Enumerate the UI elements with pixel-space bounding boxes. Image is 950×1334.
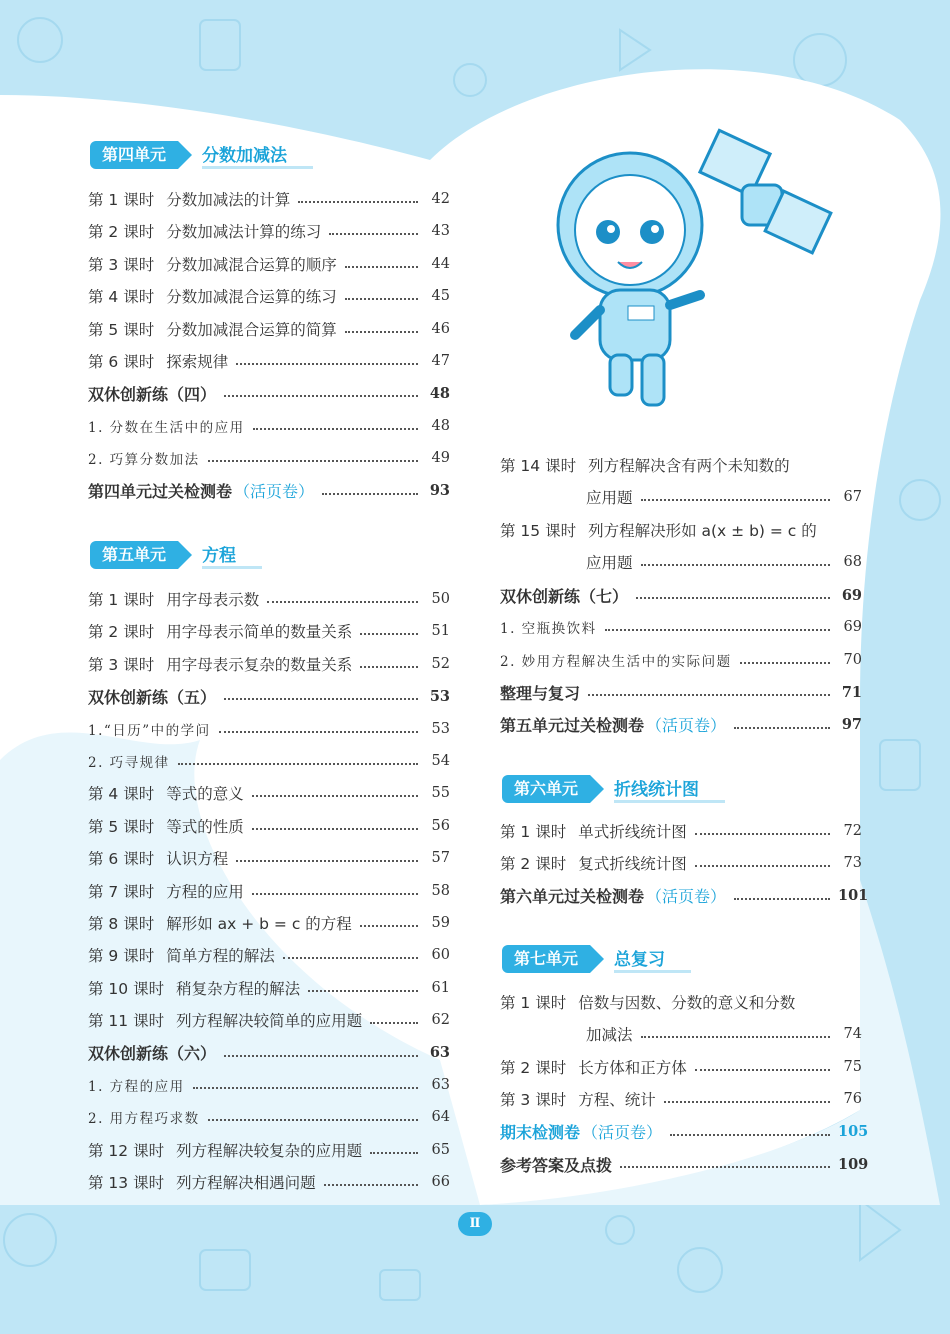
- leader-dots: [695, 1069, 830, 1071]
- toc-entry[interactable]: [88, 186, 450, 212]
- entry-code: 双休创新练（六）: [88, 1044, 217, 1064]
- leader-dots: [370, 1022, 418, 1024]
- entry-title: 用字母表示复杂的数量关系: [166, 655, 353, 674]
- entry-code: 1. 空瓶换饮料: [500, 621, 597, 638]
- leader-dots: [636, 597, 830, 599]
- entry-title: 分数加减混合运算的简算: [166, 320, 337, 339]
- entry-code: 第 1 课时: [500, 994, 567, 1012]
- unit4-header: [90, 140, 313, 170]
- leader-dots: [324, 1184, 418, 1186]
- leader-dots: [360, 925, 418, 927]
- entry-title: （活页卷）: [646, 887, 727, 907]
- leader-dots: [208, 460, 418, 462]
- toc-entry[interactable]: [88, 813, 450, 839]
- entry-code: 1. 分数在生活中的应用: [88, 419, 245, 436]
- leader-dots: [734, 898, 830, 900]
- unit4-label: 第四单元: [90, 141, 178, 169]
- entry-code: 第六单元过关检测卷: [500, 887, 645, 907]
- leader-dots: [641, 564, 830, 566]
- toc-entry-continuation[interactable]: [586, 484, 862, 510]
- toc-entry[interactable]: [88, 1040, 450, 1066]
- entry-title: 等式的性质: [166, 817, 244, 836]
- leader-dots: [267, 601, 418, 603]
- leader-dots: [345, 298, 418, 300]
- leader-dots: [620, 1166, 830, 1168]
- unit7-label: 第七单元: [502, 945, 590, 973]
- leader-dots: [178, 763, 418, 765]
- toc-entry[interactable]: [88, 348, 450, 374]
- toc-entry[interactable]: [88, 1169, 450, 1195]
- entry-page: 75: [843, 1059, 862, 1075]
- entry-code: 第 2 课时: [500, 855, 567, 874]
- toc-entry[interactable]: [500, 1054, 862, 1080]
- toc-entry-continuation[interactable]: [586, 1021, 862, 1047]
- entry-page: 61: [431, 979, 450, 996]
- toc-entry[interactable]: [500, 517, 862, 543]
- entry-page: 54: [431, 753, 450, 769]
- leader-dots: [641, 1036, 830, 1038]
- entry-page: 57: [431, 850, 450, 867]
- toc-entry[interactable]: [500, 452, 862, 478]
- toc-entry[interactable]: [88, 478, 450, 504]
- entry-title: 列方程解决较复杂的应用题: [176, 1141, 363, 1160]
- entry-page: 56: [431, 817, 450, 834]
- entry-page: 51: [431, 623, 450, 640]
- leader-dots: [345, 331, 418, 333]
- entry-code: 第 5 课时: [88, 817, 155, 836]
- entry-page: 45: [431, 288, 450, 305]
- entry-code: 第 4 课时: [88, 288, 155, 307]
- unit6-name: 折线统计图: [614, 775, 725, 803]
- toc-entry[interactable]: [88, 1104, 450, 1130]
- entry-code: 第 2 课时: [88, 623, 155, 642]
- toc-entry[interactable]: [88, 316, 450, 342]
- entry-code: 第 3 课时: [500, 1091, 567, 1110]
- toc-entry[interactable]: [88, 780, 450, 806]
- entry-title: 简单方程的解法: [166, 947, 275, 966]
- leader-dots: [370, 1152, 418, 1154]
- entry-page: 65: [431, 1141, 450, 1158]
- leader-dots: [740, 662, 830, 664]
- leader-dots: [298, 201, 418, 203]
- entry-code: 双休创新练（七）: [500, 586, 629, 606]
- unit7-header: [502, 944, 691, 974]
- toc-entry[interactable]: [500, 582, 862, 608]
- entry-title: （活页卷）: [646, 716, 727, 736]
- leader-dots: [670, 1134, 830, 1136]
- toc-entry[interactable]: [88, 586, 450, 612]
- entry-title: 用字母表示数: [166, 591, 260, 609]
- leader-dots: [224, 395, 418, 397]
- entry-page: 55: [431, 785, 450, 802]
- leader-dots: [605, 629, 830, 631]
- entry-page: 63: [429, 1044, 450, 1062]
- entry-title: 倍数与因数、分数的意义和分数: [578, 994, 796, 1012]
- toc-entry[interactable]: [88, 651, 450, 677]
- entry-title: 分数加减法的计算: [166, 191, 291, 209]
- entry-page: 63: [431, 1077, 450, 1093]
- entry-code: 第 1 课时: [88, 591, 155, 609]
- toc-entry[interactable]: [88, 283, 450, 309]
- entry-code: 整理与复习: [500, 683, 581, 703]
- entry-page: 43: [431, 223, 450, 240]
- entry-code: 双休创新练（五）: [88, 687, 217, 707]
- leader-dots: [219, 731, 418, 733]
- entry-code: 第 9 课时: [88, 947, 155, 966]
- entry-title: 单式折线统计图: [578, 823, 687, 841]
- entry-code: 第 15 课时: [500, 522, 577, 540]
- toc-entry[interactable]: [500, 850, 862, 876]
- leader-dots: [208, 1119, 418, 1121]
- entry-page: 67: [843, 489, 862, 505]
- entry-code: 第四单元过关检测卷: [88, 482, 233, 502]
- entry-code: 第 5 课时: [88, 320, 155, 339]
- entry-code: 第 11 课时: [88, 1012, 165, 1031]
- toc-entry[interactable]: [88, 380, 450, 406]
- leader-dots: [236, 363, 418, 365]
- toc-entry[interactable]: [500, 679, 862, 705]
- entry-title: 列方程解决相遇问题: [176, 1174, 316, 1193]
- entry-title: （活页卷）: [582, 1123, 663, 1143]
- toc-entry[interactable]: [500, 989, 862, 1015]
- unit7-name: 总复习: [614, 945, 691, 973]
- entry-title: 分数加减混合运算的顺序: [166, 255, 337, 274]
- entry-code: 第五单元过关检测卷: [500, 716, 645, 736]
- entry-page: 101: [838, 887, 869, 905]
- entry-code: 第 1 课时: [88, 191, 155, 209]
- toc-entry[interactable]: [88, 1007, 450, 1033]
- entry-page: 47: [431, 353, 450, 369]
- entry-page: 105: [838, 1123, 869, 1141]
- entry-title: 长方体和正方体: [578, 1059, 687, 1077]
- unit6-label: 第六单元: [502, 775, 590, 803]
- entry-code: 双休创新练（四）: [88, 384, 217, 404]
- entry-page: 73: [843, 855, 862, 872]
- entry-code: 第 2 课时: [500, 1059, 567, 1077]
- toc-entry[interactable]: [88, 251, 450, 277]
- entry-page: 48: [431, 417, 450, 434]
- entry-page: 48: [429, 384, 450, 402]
- entry-page: 76: [843, 1091, 862, 1108]
- entry-title: 分数加减法计算的练习: [166, 223, 322, 242]
- leader-dots: [224, 1055, 418, 1057]
- entry-code: 第 13 课时: [88, 1174, 165, 1193]
- toc-entry[interactable]: [88, 618, 450, 644]
- entry-title: 稍复杂方程的解法: [176, 979, 301, 998]
- entry-code: 第 14 课时: [500, 457, 577, 475]
- toc-entry[interactable]: [88, 845, 450, 871]
- entry-page: 93: [429, 482, 450, 500]
- entry-page: 74: [843, 1026, 862, 1042]
- leader-dots: [252, 795, 418, 797]
- entry-code: 第 6 课时: [88, 353, 155, 371]
- entry-title: 列方程解决形如 a(x ± b) = c 的: [588, 522, 817, 540]
- entry-title-continuation: 加减法: [586, 1026, 633, 1044]
- entry-code: 第 3 课时: [88, 255, 155, 274]
- leader-dots: [641, 499, 830, 501]
- entry-title-continuation: 应用题: [586, 554, 633, 572]
- entry-title: 用字母表示简单的数量关系: [166, 623, 353, 642]
- entry-title: 方程的应用: [166, 882, 244, 901]
- leader-dots: [329, 233, 418, 235]
- unit5-name: 方程: [202, 541, 262, 569]
- toc-entry[interactable]: [500, 1119, 869, 1145]
- entry-code: 参考答案及点拨: [500, 1155, 613, 1175]
- entry-code: 第 2 课时: [88, 223, 155, 242]
- toc-entry[interactable]: [500, 647, 862, 673]
- unit5-header: [90, 540, 262, 570]
- toc-entry[interactable]: [88, 1072, 450, 1098]
- leader-dots: [224, 698, 418, 700]
- entry-page: 58: [431, 882, 450, 899]
- leader-dots: [252, 828, 418, 830]
- entry-title: 列方程解决含有两个未知数的: [588, 457, 790, 475]
- leader-dots: [283, 957, 418, 959]
- leader-dots: [734, 727, 830, 729]
- entry-code: 第 7 课时: [88, 882, 155, 901]
- entry-code: 第 12 课时: [88, 1141, 165, 1160]
- toc-entry[interactable]: [500, 1151, 869, 1177]
- entry-title: 解形如 ax + b = c 的方程: [166, 915, 352, 933]
- leader-dots: [252, 893, 418, 895]
- toc-entry[interactable]: [88, 748, 450, 774]
- leader-dots: [360, 633, 418, 635]
- entry-code: 2. 妙用方程解决生活中的实际问题: [500, 653, 732, 670]
- entry-page: 60: [431, 947, 450, 964]
- unit4-name: 分数加减法: [202, 141, 313, 169]
- toc-entry-continuation[interactable]: [586, 549, 862, 575]
- leader-dots: [664, 1101, 830, 1103]
- page-number: Ⅱ: [458, 1212, 492, 1236]
- toc-entry[interactable]: [500, 1086, 862, 1112]
- entry-page: 64: [431, 1109, 450, 1126]
- entry-page: 71: [841, 683, 862, 701]
- entry-page: 50: [431, 591, 450, 607]
- toc-entry[interactable]: [500, 614, 862, 640]
- toc-entry[interactable]: [88, 975, 450, 1001]
- entry-code: 期末检测卷: [500, 1123, 581, 1143]
- toc-entry[interactable]: [88, 218, 450, 244]
- entry-page: 68: [843, 554, 862, 570]
- unit6-header: [502, 774, 725, 804]
- entry-code: 第 1 课时: [500, 823, 567, 841]
- entry-title: 复式折线统计图: [578, 855, 687, 874]
- entry-page: 53: [431, 720, 450, 737]
- leader-dots: [322, 493, 418, 495]
- entry-code: 1. 方程的应用: [88, 1079, 185, 1095]
- entry-code: 第 3 课时: [88, 655, 155, 674]
- entry-page: 52: [431, 655, 450, 672]
- entry-page: 66: [431, 1174, 450, 1191]
- entry-title: 认识方程: [166, 850, 229, 869]
- leader-dots: [695, 833, 830, 835]
- toc-entry[interactable]: [500, 712, 862, 738]
- entry-page: 49: [431, 450, 450, 467]
- entry-title: 列方程解决较简单的应用题: [176, 1012, 363, 1031]
- entry-title: 方程、统计: [578, 1091, 656, 1110]
- leader-dots: [193, 1087, 418, 1089]
- entry-page: 46: [431, 320, 450, 337]
- toc-entry[interactable]: [88, 942, 450, 968]
- entry-code: 2. 用方程巧求数: [88, 1111, 200, 1128]
- toc-entry[interactable]: [500, 883, 869, 909]
- leader-dots: [308, 990, 418, 992]
- toc-entry[interactable]: [88, 1137, 450, 1163]
- entry-page: 62: [431, 1012, 450, 1029]
- toc-entry[interactable]: [88, 445, 450, 471]
- entry-code: 2. 巧寻规律: [88, 755, 170, 771]
- leader-dots: [236, 860, 418, 862]
- entry-code: 第 8 课时: [88, 915, 155, 933]
- unit5-label: 第五单元: [90, 541, 178, 569]
- leader-dots: [588, 694, 830, 696]
- entry-page: 69: [843, 619, 862, 636]
- entry-code: 2. 巧算分数加法: [88, 452, 200, 469]
- entry-title: 分数加减混合运算的练习: [166, 288, 337, 307]
- entry-page: 42: [431, 191, 450, 207]
- leader-dots: [360, 666, 418, 668]
- leader-dots: [345, 266, 418, 268]
- entry-code: 1.“日历”中的学问: [88, 722, 211, 739]
- entry-code: 第 10 课时: [88, 979, 165, 998]
- entry-page: 69: [841, 586, 862, 604]
- entry-code: 第 6 课时: [88, 850, 155, 869]
- toc-entry[interactable]: [88, 878, 450, 904]
- entry-page: 44: [431, 255, 450, 272]
- entry-title: 探索规律: [166, 353, 229, 371]
- entry-page: 59: [431, 915, 450, 931]
- leader-dots: [253, 428, 418, 430]
- entry-code: 第 4 课时: [88, 785, 155, 804]
- entry-page: 97: [841, 716, 862, 734]
- entry-page: 109: [838, 1155, 869, 1173]
- entry-title: 等式的意义: [166, 785, 244, 804]
- toc-entry[interactable]: [88, 716, 450, 742]
- toc-entry[interactable]: [500, 818, 862, 844]
- toc-entry[interactable]: [88, 910, 450, 936]
- entry-page: 72: [843, 823, 862, 839]
- toc-entry[interactable]: [88, 683, 450, 709]
- entry-page: 53: [429, 687, 450, 705]
- entry-page: 70: [843, 651, 862, 668]
- entry-title: （活页卷）: [234, 482, 315, 502]
- entry-title-continuation: 应用题: [586, 489, 633, 507]
- toc-entry[interactable]: [88, 413, 450, 439]
- leader-dots: [695, 865, 830, 867]
